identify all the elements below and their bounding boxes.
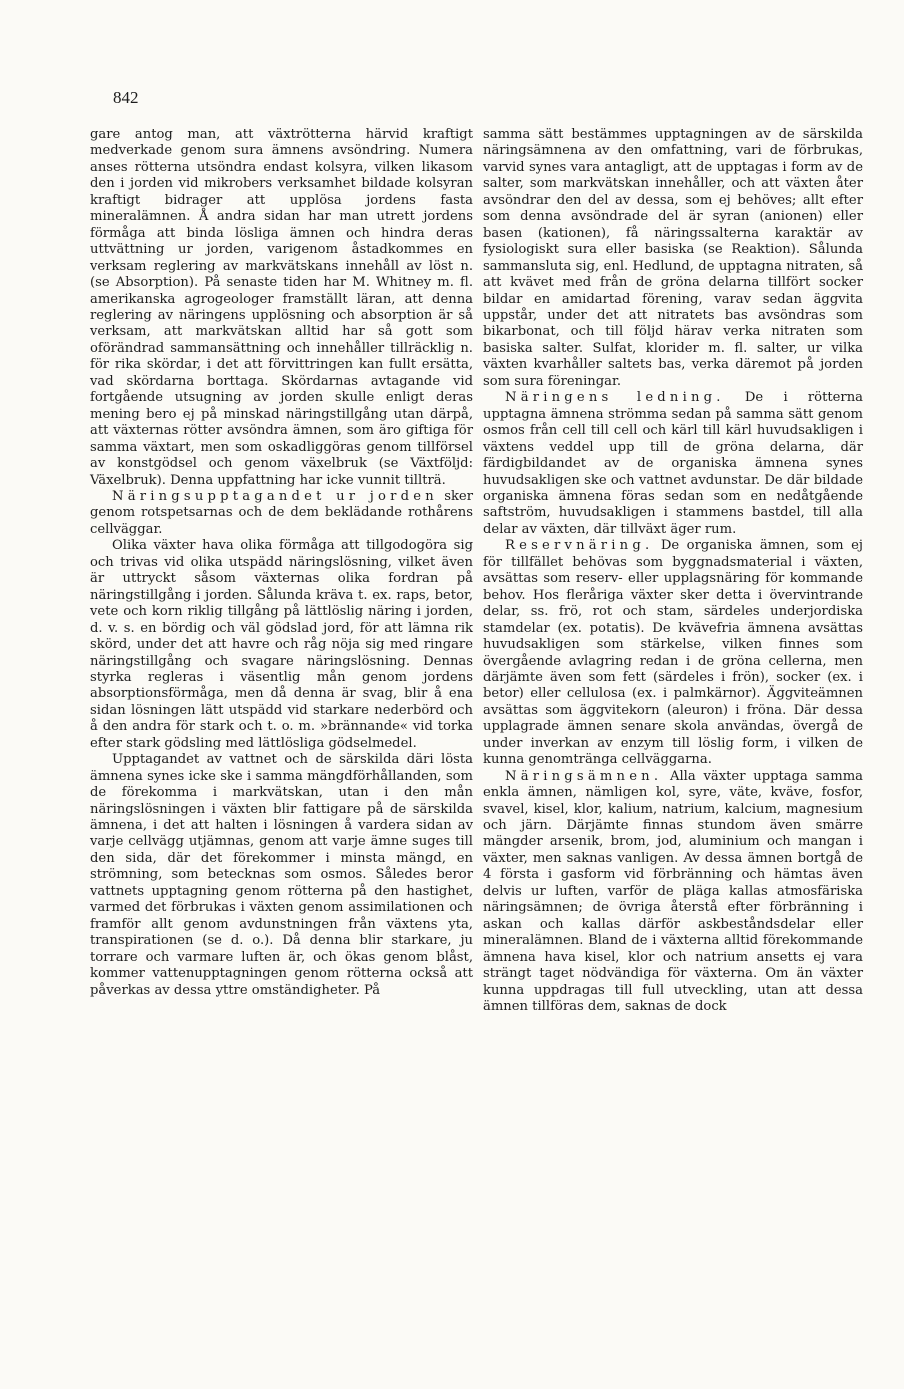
paragraph-naringsupptagandet — [90, 489, 473, 538]
section-term: Näringens ledning. — [505, 390, 725, 406]
paragraph-text: gare antog man, att växtrötterna härvid kraftigt medverkade genom sura ämnens avsöndring. Numera anses rötterna utsöndra endast kolsyra, vilken likasom den i jorden vid mikrobers verksamhet bildade kolsyran kraftigt bidrager att upplösa jordens fasta mineralämnen. Å andra sidan har man utrett jordens förmåga att binda lösliga ämnen och hindra deras uttvättning ur jorden, varigenom åstadkommes en verksam reglering av markvätskans innehåll av löst n. (se Absorption). På senaste tiden har M. Whitney m. fl. amerikanska agrogeologer framställt läran, att denna reglering av näringens upplösning och absorption är så verksam, att markvätskan alltid har så gott som oförändrad sammansättning och innehåller tillräcklig n. för rika skördar, i det att förvittringen kan fullt ersätta, vad skördarna borttaga. Skördarnas avtagande vid fortgående utsugning av jorden skulle enligt deras mening bero ej på minskad näringstillgång utan därpå, att växternas rötter avsöndra ämnen, som äro giftiga för samma växtart, men som oskadliggöras genom tillförsel av konstgödsel och genom växelbruk (se Växtföljd: Växelbruk). Denna uppfattning har icke vunnit tillträ. — [90, 127, 473, 488]
paragraph-text: Alla växter upptaga samma enkla ämnen, nämligen kol, syre, väte, kväve, fosfor, svavel, kisel, klor, kalium, natrium, kalcium, magnesium och järn. Därjämte finnas stundom även smärre mängder arsenik, brom, jod, aluminium och mangan i växter, men saknas vanligen. Av dessa ämnen bortgå de 4 första i gasform vid förbränning och hämtas även delvis ur luften, varför de pläga kallas atmosfäriska näringsämnen; de övriga återstå efter förbränning i askan och kallas därför askbeståndsdelar eller mineralämnen. Bland de i växterna alltid förekommande ämnena hava kisel, klor och natrium ansetts ej vara strängt taget nödvändiga för växterna. Om än växter kunna uppdragas till full utveckling, utan att dessa ämnen tillföras dem, saknas de dock — [483, 768, 863, 1015]
right-column — [483, 127, 863, 1015]
paragraph-text: Olika växter hava olika förmåga att tillgodogöra sig och trivas vid olika utspädd näringslösning, vilket även är uttryckt såsom växternas olika fordran på näringstillgång i jorden. Sålunda kräva t. ex. raps, betor, vete och korn riklig tillgång på lättlöslig näring i jorden, d. v. s. en bördig och väl gödslad jord, för att lämna rik skörd, under det att havre och råg nöja sig med ringare näringstillgång och svagare näringslösning. Dennas styrka regleras i väsentlig mån genom jordens absorptionsförmåga, men då denna är svag, blir å ena sidan lösningen lätt utspädd vid starkare nederbörd och å den andra för stark och t. o. m. »brännande« vid torka efter stark gödsling med lättlösliga gödselmedel. — [90, 538, 473, 751]
paragraph-text: samma sätt bestämmes upptagningen av de särskilda näringsämnena av den omfattning, vari de förbrukas, varvid synes vara antagligt, att de upptagas i form av de salter, som markvätskan innehåller, och att växten åter avsöndrar den del av dessa, som ej behöves; allt efter som denna avsöndrade del är syran (anionen) eller basen (kationen), få näringssalterna karaktär av fysiologiskt sura eller basiska (se Reaktion). Sålunda sammansluta sig, enl. Hedlund, de upptagna nitraten, så att kvävet med från de gröna delarna tillfört socker bildar en amidartad förening, varav sedan äggvita uppstår, under det att nitratets bas avsöndras som bikarbonat, och till följd härav verka nitraten som basiska salter. Sulfat, klorider m. fl. salter, ur vilka växten kvarhåller saltets bas, verka däremot på jorden som sura föreningar. — [483, 127, 863, 389]
paragraph-text: De organiska ämnen, som ej för tillfället behövas som byggnadsmaterial i växten, avsättas som reserv- eller upplagsnäring för kommande behov. Hos fleråriga växter sker detta i övervintrande delar, ss. frö, rot och stam, särdeles underjordiska stamdelar (ex. potatis). De kvävefria ämnena avsättas huvudsakligen som stärkelse, vilken finnes som övergående avlagring redan i de gröna cellerna, men därjämte även som fett (särdeles i frön), socker (ex. i betor) eller cellulosa (ex. i palmkärnor). Äggviteämnen avsättas som äggvitekorn (aleuron) i fröna. Där dessa upplagrade ämnen senare skola användas, övergå de under inverkan av enzym till löslig form, i vilken de kunna genomtränga cellväggarna. — [483, 538, 863, 768]
paragraph-text: De i rötterna upptagna ämnena strömma sedan på samma sätt genom osmos från cell till cell och kärl till kärl huvudsakligen i växtens veddel upp till de gröna delarna, där färdigbildandet av de organiska ämnena synes huvudsakligen ske och vattnet avdunstar. De där bildade organiska ämnena föras sedan som en nedåtgående saftström, huvudsakligen i stammens bastdel, till alla delar av växten, där tillväxt äger rum. — [483, 390, 864, 537]
paragraph-continuation — [90, 127, 473, 489]
section-term: Näringsupptagandet ur jorden — [112, 488, 438, 504]
page-number: 842 — [113, 88, 139, 107]
paragraph-naringsamnen — [483, 769, 863, 1016]
paragraph-olika-vaxter — [90, 538, 473, 752]
section-term: Reservnäring. — [505, 538, 654, 554]
paragraph-upptagandet-vattnet — [90, 752, 473, 999]
paragraph-reservnaring — [483, 538, 863, 768]
paragraph-continuation-right — [483, 127, 863, 390]
paragraph-text: Upptagandet av vattnet och de särskilda däri lösta ämnena synes icke ske i samma mängdförhållanden, som de förekomma i markvätskan, utan i den mån näringslösningen i växten blir fattigare på de särskilda ämnena, i det att halten i lösningen å vardera sidan av varje cellvägg utjämnas, genom att varje ämne suges till den sida, där det förekommer i minsta mängd, en strömning, som betecknas som osmos. Således beror vattnets upptagning genom rötterna på den hastighet, varmed det förbrukas i växten genom assimilationen och framför allt genom avdunstningen från växtens yta, transpirationen (se d. o.). Då denna blir starkare, ju torrare och varmare luften är, och ökas genom blåst, kommer vattenupptagningen genom rötterna också att påverkas av dessa yttre omständigheter. På — [90, 752, 473, 998]
paragraph-text: sker genom rotspetsarnas och de dem beklädande rothårens cellväggar. — [90, 488, 473, 537]
section-term: Näringsämnen. — [505, 768, 663, 784]
left-column — [90, 127, 473, 999]
paragraph-naringens-ledning — [483, 390, 863, 538]
